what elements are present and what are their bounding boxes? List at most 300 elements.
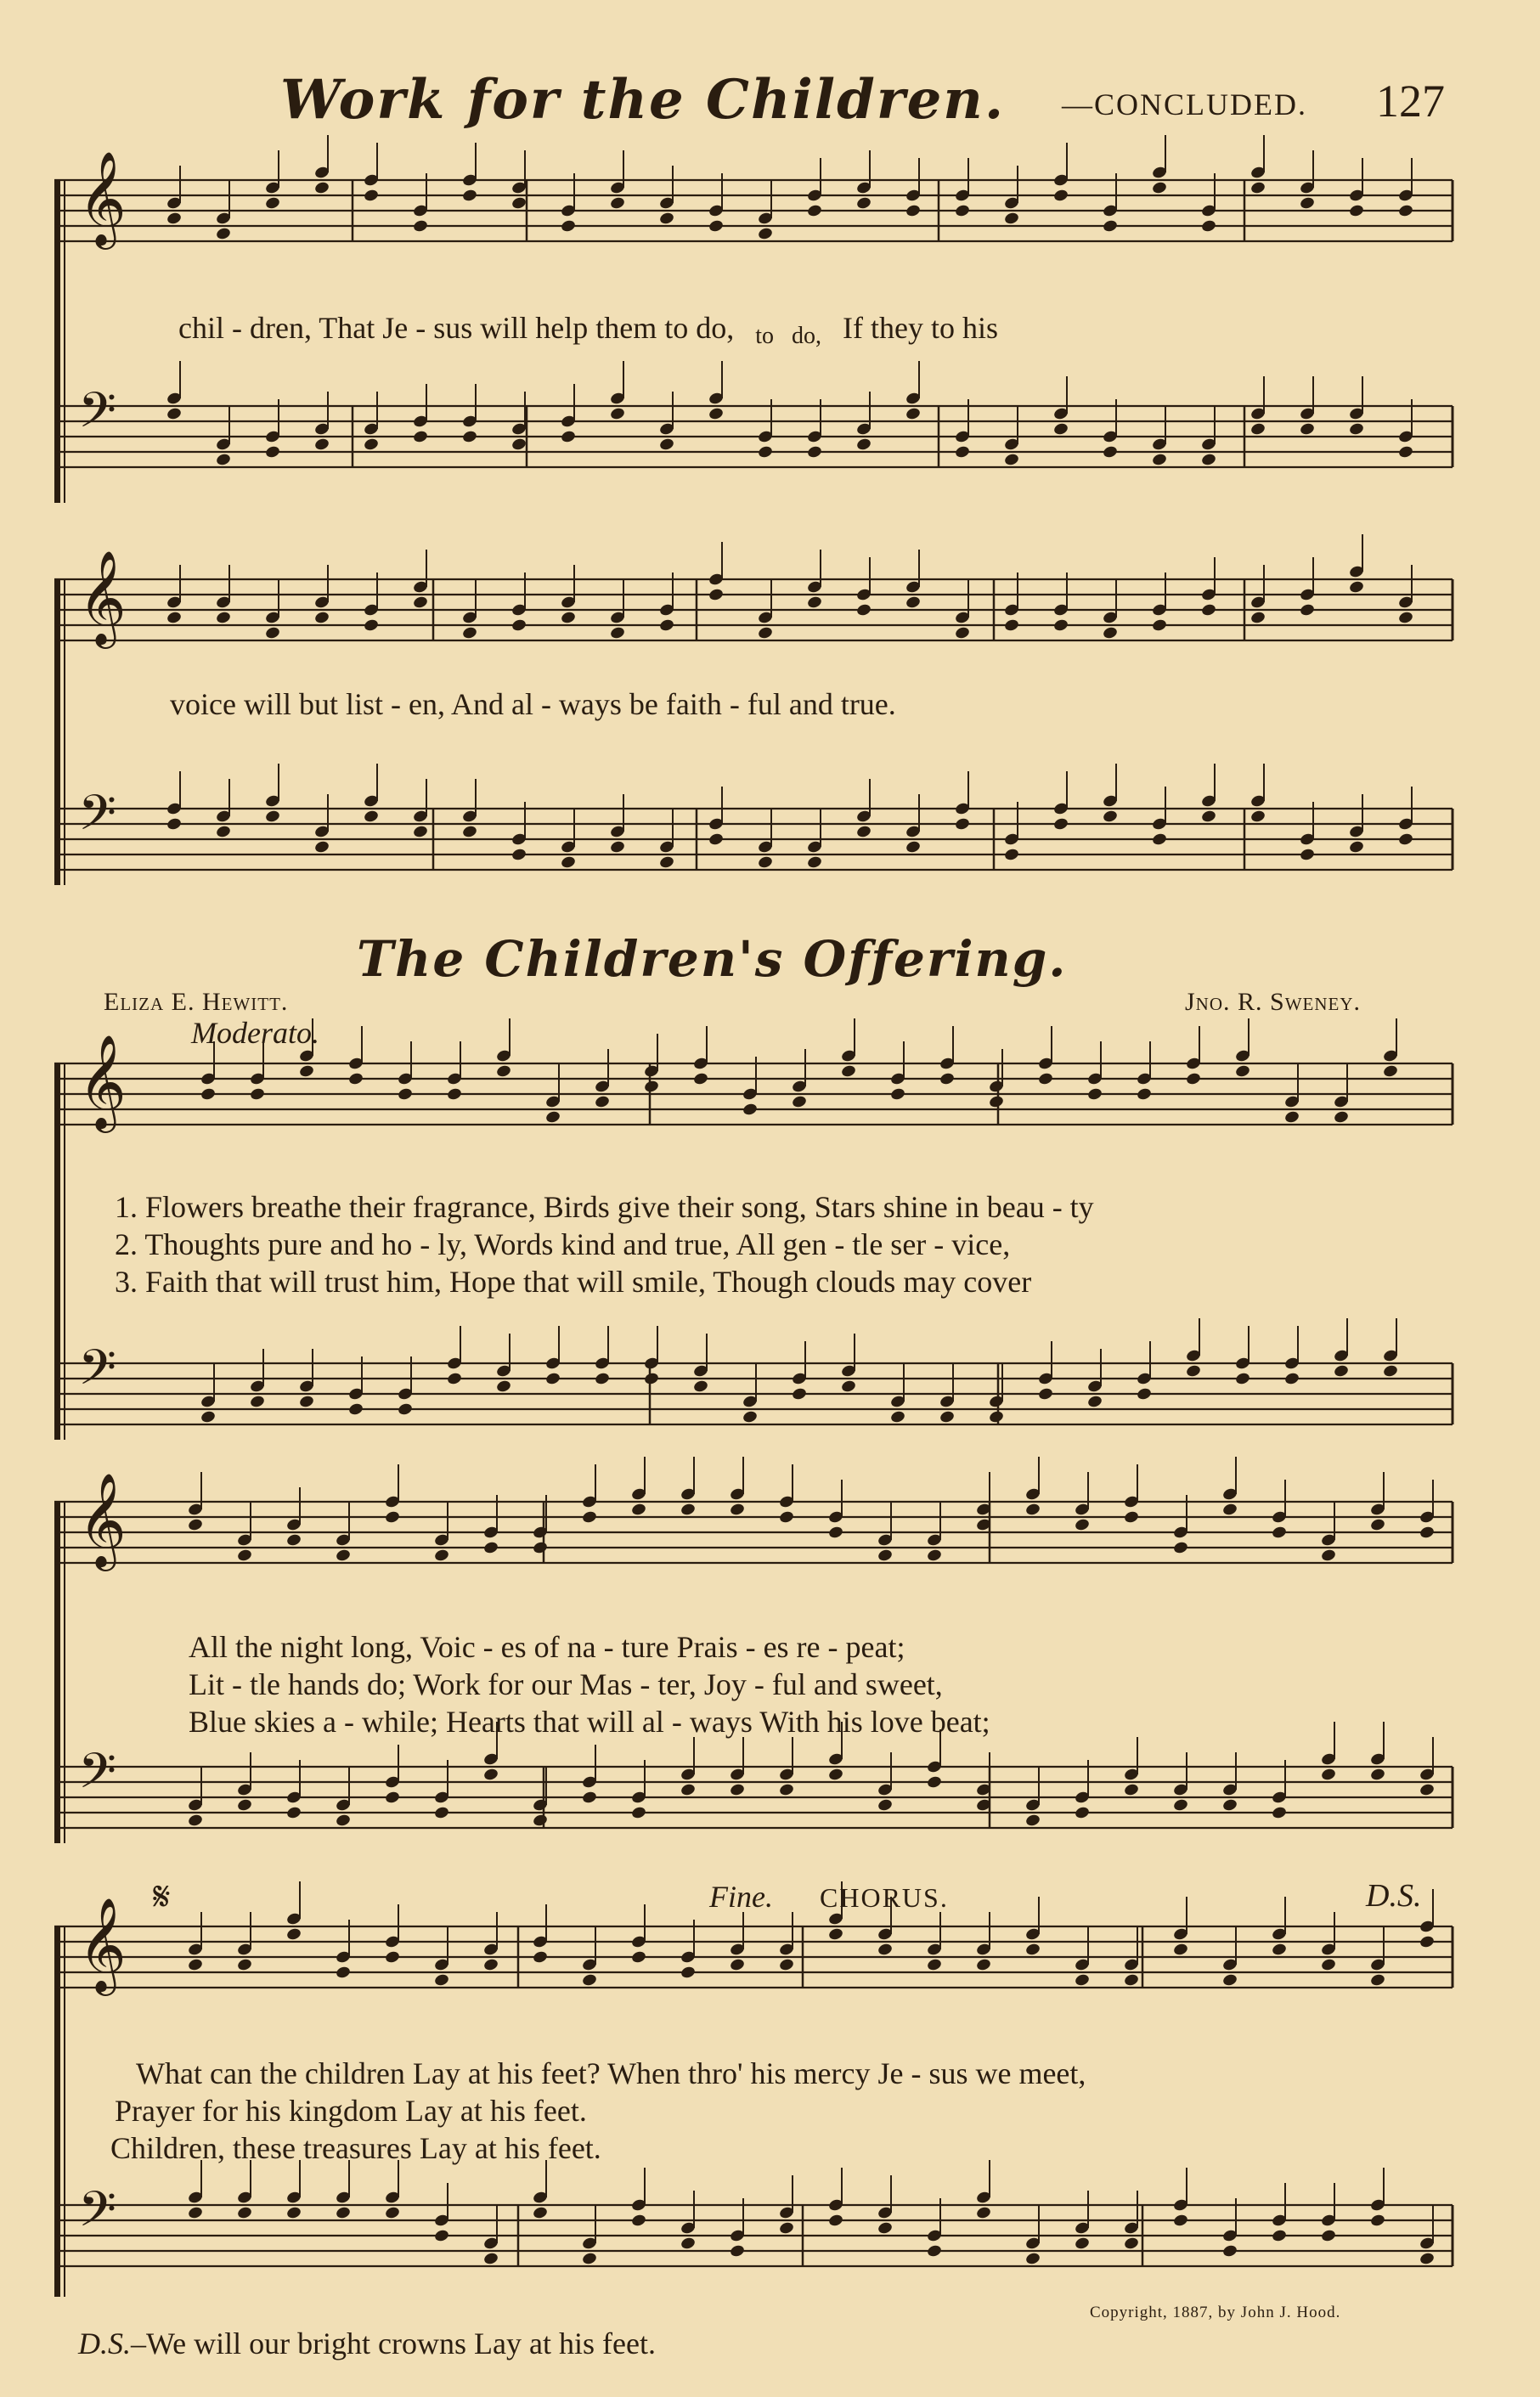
note-head <box>975 2206 991 2220</box>
note-head <box>412 219 428 234</box>
note-head <box>264 809 280 824</box>
note-head <box>264 626 280 640</box>
note-head <box>1348 204 1364 218</box>
note-head <box>840 1064 856 1079</box>
note-head <box>187 1518 203 1532</box>
lyric-segment: chil - dren, That Je - sus will help them to do, <box>178 311 735 345</box>
note-head <box>313 181 330 195</box>
note-head <box>560 219 576 234</box>
note-head <box>757 227 773 241</box>
note-head <box>1249 181 1266 195</box>
note-head <box>335 1548 351 1563</box>
note-head <box>363 809 379 824</box>
note-head <box>298 1064 314 1079</box>
composer-credit: Jno. R. Sweney. <box>1185 988 1362 1016</box>
note-head <box>988 1095 1004 1109</box>
note-head <box>778 1510 794 1525</box>
note-head <box>926 1548 942 1563</box>
note-head <box>298 1395 314 1409</box>
system-brace <box>54 1926 60 2297</box>
bass-clef-icon: 𝄢 <box>78 784 117 854</box>
note-head <box>397 1402 413 1417</box>
note-head <box>285 2206 302 2220</box>
note-head <box>532 1950 548 1965</box>
system-brace <box>54 1063 60 1440</box>
note-head <box>384 1510 400 1525</box>
note-head <box>433 1548 449 1563</box>
note-head <box>532 2206 548 2220</box>
note-head <box>806 855 822 870</box>
note-head <box>1320 2229 1336 2243</box>
note-head <box>384 1950 400 1965</box>
note-head <box>630 1503 646 1517</box>
note-head <box>560 430 576 444</box>
note-head <box>1003 848 1019 862</box>
note-head <box>1200 603 1216 618</box>
note-head <box>658 212 674 226</box>
note-head <box>1037 1072 1053 1086</box>
note-head <box>1172 1943 1188 1957</box>
note-head <box>236 1798 252 1813</box>
note-head <box>1419 1935 1435 1949</box>
note-head <box>1052 189 1069 203</box>
chorus-line-2: Prayer for his kingdom Lay at his feet. <box>115 2094 587 2128</box>
note-head <box>827 1927 843 1942</box>
note-head <box>1003 212 1019 226</box>
note-head <box>609 196 625 211</box>
note-head <box>461 189 477 203</box>
note-head <box>905 595 921 610</box>
note-head <box>692 1379 708 1394</box>
note-head <box>1283 1372 1300 1386</box>
note-head <box>1102 809 1118 824</box>
note-head <box>1320 1548 1336 1563</box>
note-head <box>1397 611 1413 625</box>
note-head <box>905 204 921 218</box>
note-head <box>461 626 477 640</box>
note-head <box>1102 445 1118 460</box>
note-head <box>1172 1541 1188 1555</box>
note-head <box>1348 422 1364 437</box>
note-head <box>461 825 477 839</box>
note-head <box>166 611 182 625</box>
note-head <box>778 1783 794 1797</box>
treble-clef-icon: 𝄞 <box>78 1472 127 1567</box>
note-head <box>905 407 921 421</box>
note-head <box>827 1526 843 1540</box>
note-head <box>187 1958 203 1972</box>
note-head <box>166 407 182 421</box>
note-head <box>1397 204 1413 218</box>
note-head <box>630 1806 646 1820</box>
note-head <box>1234 1372 1250 1386</box>
note-head <box>729 2244 745 2259</box>
note-head <box>806 204 822 218</box>
note-head <box>544 1110 561 1125</box>
note-head <box>384 2206 400 2220</box>
note-head <box>658 437 674 452</box>
note-head <box>166 212 182 226</box>
note-head <box>889 1087 905 1102</box>
note-head <box>954 626 970 640</box>
note-head <box>757 855 773 870</box>
treble-clef-icon: 𝄞 <box>78 1034 127 1129</box>
note-head <box>877 1943 893 1957</box>
song1-lyrics-line2: voice will but list - en, And al - ways be faith - ful and true. <box>170 687 896 721</box>
song-title-work-for-the-children: Work for the Children. <box>280 68 1006 132</box>
note-head <box>1003 618 1019 633</box>
note-head <box>806 445 822 460</box>
note-head <box>1299 422 1315 437</box>
ds-footnote <box>78 2326 656 2361</box>
note-head <box>1271 1806 1287 1820</box>
note-head <box>200 1410 216 1424</box>
note-head <box>1151 618 1167 633</box>
note-head <box>1221 1798 1238 1813</box>
note-head <box>708 832 724 847</box>
note-head <box>1185 1364 1201 1379</box>
note-head <box>347 1402 364 1417</box>
treble-clef-icon: 𝄞 <box>78 150 127 245</box>
fine-marking: Fine. <box>709 1880 773 1914</box>
note-head <box>363 618 379 633</box>
note-head <box>1024 2252 1041 2266</box>
note-head <box>511 848 527 862</box>
note-head <box>1024 1813 1041 1828</box>
note-head <box>988 1410 1004 1424</box>
note-head <box>1369 2214 1385 2228</box>
note-head <box>1074 1806 1090 1820</box>
note-head <box>581 1510 597 1525</box>
note-head <box>658 618 674 633</box>
note-head <box>482 1541 499 1555</box>
note-head <box>446 1372 462 1386</box>
note-head <box>236 1958 252 1972</box>
note-head <box>511 196 527 211</box>
song2-verse-line-3: 3. Faith that will trust him, Hope that will smile, Though clouds may cover <box>115 1265 1032 1299</box>
note-head <box>1369 1973 1385 1988</box>
note-head <box>1151 181 1167 195</box>
note-head <box>939 1072 955 1086</box>
note-head <box>264 445 280 460</box>
treble-clef-icon: 𝄞 <box>78 550 127 645</box>
note-head <box>778 1958 794 1972</box>
note-head <box>1221 1973 1238 1988</box>
note-head <box>1419 1783 1435 1797</box>
note-head <box>1003 453 1019 467</box>
note-head <box>433 2229 449 2243</box>
note-head <box>1200 219 1216 234</box>
note-head <box>889 1410 905 1424</box>
note-head <box>1123 1783 1139 1797</box>
note-head <box>285 1927 302 1942</box>
note-head <box>609 840 625 854</box>
note-head <box>384 1791 400 1805</box>
note-head <box>1348 580 1364 595</box>
note-head <box>1136 1087 1152 1102</box>
chorus-line-1: What can the children Lay at his feet? When thro' his mercy Je - sus we meet, <box>136 2056 1086 2090</box>
note-head <box>757 445 773 460</box>
tempo-marking: Moderato. <box>191 1016 319 1050</box>
note-head <box>1320 1958 1336 1972</box>
note-head <box>1283 1110 1300 1125</box>
song2-verse-line-1: 1. Flowers breathe their fragrance, Birds give their song, Stars shine in beau - ty <box>115 1190 1094 1224</box>
note-head <box>954 445 970 460</box>
note-head <box>1249 809 1266 824</box>
note-head <box>1271 2229 1287 2243</box>
note-head <box>855 603 872 618</box>
author-credit: Eliza E. Hewitt. <box>104 988 289 1016</box>
segno-sign: 𝄋 <box>153 1873 171 1920</box>
note-head <box>1333 1364 1349 1379</box>
note-head <box>1200 453 1216 467</box>
note-head <box>433 1806 449 1820</box>
note-head <box>729 1958 745 1972</box>
note-head <box>313 611 330 625</box>
note-head <box>827 1768 843 1782</box>
lyric-segment: do, <box>792 323 822 349</box>
song2-verse-line-6: Blue skies a - while; Hearts that will al - ways With his love beat; <box>189 1705 990 1739</box>
note-head <box>954 817 970 832</box>
note-head <box>905 840 921 854</box>
note-head <box>187 1813 203 1828</box>
note-head <box>926 1958 942 1972</box>
note-head <box>482 2252 499 2266</box>
note-head <box>926 1775 942 1790</box>
lyric-segment: to <box>755 323 775 349</box>
note-head <box>1382 1364 1398 1379</box>
bass-clef-icon: 𝄢 <box>78 381 117 451</box>
note-head <box>236 2206 252 2220</box>
note-head <box>166 817 182 832</box>
note-head <box>495 1379 511 1394</box>
note-head <box>742 1410 758 1424</box>
bass-clef-icon: 𝄢 <box>78 1742 117 1812</box>
note-head <box>544 1372 561 1386</box>
note-head <box>692 1072 708 1086</box>
note-head <box>1271 1943 1287 1957</box>
note-head <box>1024 1943 1041 1957</box>
song-title-childrens-offering: The Children's Offering. <box>357 930 1068 988</box>
note-head <box>335 1813 351 1828</box>
note-head <box>1320 1768 1336 1782</box>
note-head <box>1151 832 1167 847</box>
note-head <box>1234 1064 1250 1079</box>
note-head <box>877 2221 893 2236</box>
note-head <box>708 219 724 234</box>
note-head <box>1382 1064 1398 1079</box>
system-brace <box>54 180 60 503</box>
note-head <box>215 453 231 467</box>
note-head <box>1123 1510 1139 1525</box>
note-head <box>757 626 773 640</box>
note-head <box>1052 618 1069 633</box>
note-head <box>594 1372 610 1386</box>
note-head <box>495 1064 511 1079</box>
note-head <box>1348 840 1364 854</box>
note-head <box>433 1973 449 1988</box>
note-head <box>643 1080 659 1094</box>
page-number: 127 <box>1376 76 1445 127</box>
treble-clef-icon: 𝄞 <box>78 1897 127 1992</box>
note-head <box>1074 2236 1090 2251</box>
note-head <box>215 227 231 241</box>
concluded-label: —CONCLUDED. <box>1062 87 1307 121</box>
note-head <box>954 204 970 218</box>
note-head <box>482 1768 499 1782</box>
note-head <box>532 1541 548 1555</box>
note-head <box>1333 1110 1349 1125</box>
song2-verse-line-4: All the night long, Voic - es of na - ture Prais - es re - peat; <box>189 1630 905 1664</box>
note-head <box>249 1395 265 1409</box>
note-head <box>729 1783 745 1797</box>
note-head <box>643 1372 659 1386</box>
note-head <box>581 2252 597 2266</box>
note-head <box>806 595 822 610</box>
note-head <box>187 2206 203 2220</box>
note-head <box>1086 1087 1103 1102</box>
note-head <box>1249 422 1266 437</box>
bass-clef-icon: 𝄢 <box>78 2180 117 2250</box>
song1-lyrics-line1 <box>178 310 998 349</box>
note-head <box>708 588 724 602</box>
note-head <box>926 2244 942 2259</box>
note-head <box>1299 196 1315 211</box>
note-head <box>412 430 428 444</box>
note-head <box>680 1783 696 1797</box>
chorus-line-3: Children, these treasures Lay at his feet. <box>110 2131 601 2165</box>
note-head <box>877 1548 893 1563</box>
note-head <box>630 2214 646 2228</box>
ds-footnote-text: –We will our bright crowns Lay at his feet. <box>131 2326 656 2360</box>
bass-clef-icon: 𝄢 <box>78 1339 117 1408</box>
note-head <box>1369 1768 1385 1782</box>
note-head <box>363 437 379 452</box>
note-head <box>877 1798 893 1813</box>
note-head <box>461 430 477 444</box>
note-head <box>285 1533 302 1548</box>
note-head <box>680 1966 696 1980</box>
note-head <box>1052 817 1069 832</box>
note-head <box>1037 1387 1053 1402</box>
note-head <box>609 407 625 421</box>
note-head <box>1102 626 1118 640</box>
note-head <box>446 1087 462 1102</box>
note-head <box>594 1095 610 1109</box>
note-head <box>236 1548 252 1563</box>
note-head <box>1172 2214 1188 2228</box>
note-head <box>1221 1503 1238 1517</box>
note-head <box>1249 611 1266 625</box>
note-head <box>1299 603 1315 618</box>
note-head <box>975 1958 991 1972</box>
note-head <box>412 825 428 839</box>
note-head <box>581 1973 597 1988</box>
note-head <box>827 2214 843 2228</box>
note-head <box>511 618 527 633</box>
note-head <box>1200 809 1216 824</box>
note-head <box>200 1087 216 1102</box>
note-head <box>1052 422 1069 437</box>
ds-footnote-label: D.S. <box>78 2326 131 2360</box>
note-head <box>1123 2236 1139 2251</box>
note-head <box>249 1087 265 1102</box>
note-head <box>581 1791 597 1805</box>
note-head <box>1185 1072 1201 1086</box>
note-head <box>742 1103 758 1117</box>
note-head <box>1397 445 1413 460</box>
note-head <box>560 611 576 625</box>
song2-verse-line-5: Lit - tle hands do; Work for our Mas - ter, Joy - ful and sweet, <box>189 1667 943 1701</box>
note-head <box>1074 1518 1090 1532</box>
note-head <box>939 1410 955 1424</box>
note-head <box>285 1806 302 1820</box>
note-head <box>708 407 724 421</box>
note-head <box>680 2236 696 2251</box>
note-head <box>1221 2244 1238 2259</box>
system-brace <box>54 1502 60 1843</box>
note-head <box>215 825 231 839</box>
note-head <box>1123 1973 1139 1988</box>
note-head <box>1271 1526 1287 1540</box>
note-head <box>215 611 231 625</box>
note-head <box>840 1379 856 1394</box>
note-head <box>680 1503 696 1517</box>
song2-verse-line-2: 2. Thoughts pure and ho - ly, Words kind and true, All gen - tle ser - vice, <box>115 1227 1011 1261</box>
note-head <box>791 1095 807 1109</box>
note-head <box>1299 848 1315 862</box>
note-head <box>347 1072 364 1086</box>
lyric-segment: If they to his <box>843 311 998 345</box>
note-head <box>1024 1503 1041 1517</box>
note-head <box>335 1966 351 1980</box>
note-head <box>1086 1395 1103 1409</box>
note-head <box>658 855 674 870</box>
note-head <box>1419 1526 1435 1540</box>
note-head <box>609 626 625 640</box>
note-head <box>363 189 379 203</box>
note-head <box>791 1387 807 1402</box>
note-head <box>560 855 576 870</box>
note-head <box>511 437 527 452</box>
ds-marking: D.S. <box>1366 1878 1422 1914</box>
note-head <box>1151 453 1167 467</box>
note-head <box>1397 832 1413 847</box>
copyright-notice: Copyright, 1887, by John J. Hood. <box>1090 2304 1341 2321</box>
note-head <box>532 1813 548 1828</box>
note-head <box>855 437 872 452</box>
note-head <box>313 840 330 854</box>
note-head <box>1369 1518 1385 1532</box>
note-head <box>729 1503 745 1517</box>
note-head <box>1136 1387 1152 1402</box>
note-head <box>397 1087 413 1102</box>
note-head <box>1419 2252 1435 2266</box>
chorus-label: CHORUS. <box>820 1882 949 1913</box>
note-head <box>482 1958 499 1972</box>
note-head <box>1102 219 1118 234</box>
note-head <box>335 2206 351 2220</box>
note-head <box>412 595 428 610</box>
note-head <box>264 196 280 211</box>
note-head <box>1172 1798 1188 1813</box>
note-head <box>1074 1973 1090 1988</box>
note-head <box>855 196 872 211</box>
note-head <box>630 1950 646 1965</box>
note-head <box>778 2221 794 2236</box>
note-head <box>855 825 872 839</box>
note-head <box>313 437 330 452</box>
